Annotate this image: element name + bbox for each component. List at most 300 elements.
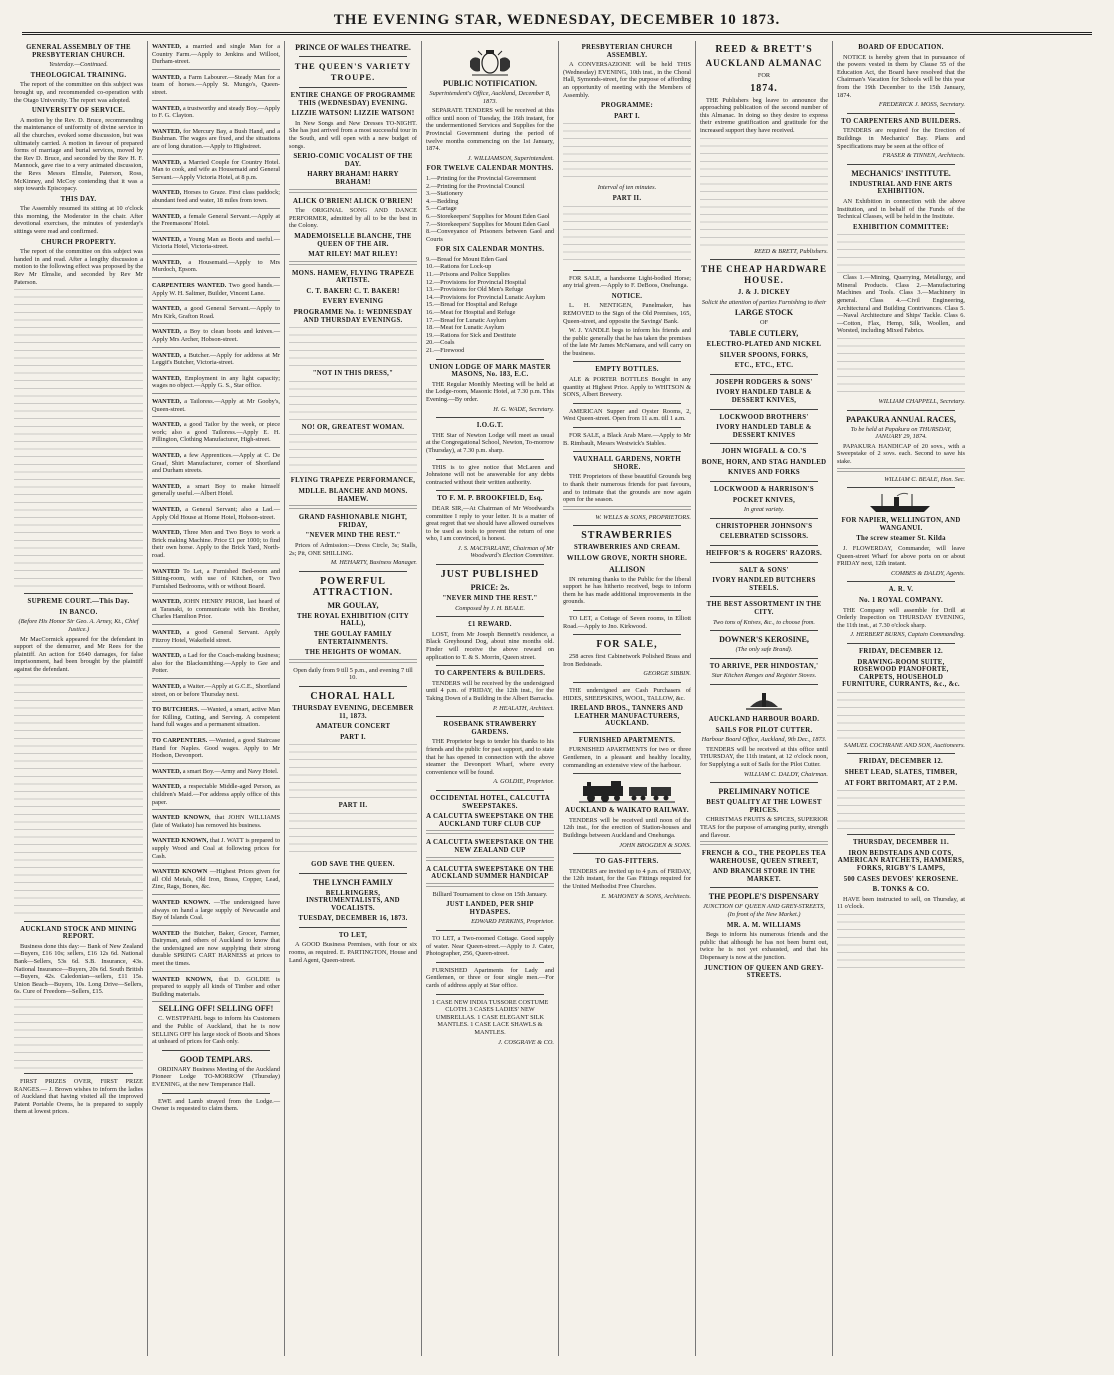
text-block bbox=[837, 234, 965, 274]
column-1 bbox=[10, 41, 147, 1356]
choral-title: CHORAL HALL bbox=[310, 690, 396, 702]
classified-ad bbox=[152, 234, 280, 255]
ad-text: Two good hands.—Apply W. H. Saltmer, Builder, Vincent Lane. bbox=[152, 282, 280, 297]
signature: WILLIAM CHAPPELL, Secretary. bbox=[878, 398, 965, 406]
text-block bbox=[14, 999, 143, 1069]
classified-ad bbox=[152, 280, 280, 301]
signature: FREDERICK J. MOSS, Secretary. bbox=[878, 101, 965, 109]
column-2 bbox=[147, 41, 284, 1356]
signature: P. HEALATH, Architect. bbox=[492, 704, 554, 712]
paragraph: THE undersigned are Cash Purchasers of HIDES, SHEEPSKINS, WOOL, TALLOW, &c. bbox=[563, 686, 691, 702]
signature: WILLIAM C. DALDY, Chairman. bbox=[743, 770, 828, 778]
subhead: ROSEBANK STRAWBERRY GARDENS. bbox=[443, 721, 537, 736]
subhead: MR GOULAY, bbox=[327, 600, 379, 610]
text-block bbox=[289, 813, 417, 858]
divider bbox=[710, 374, 818, 375]
subhead: IRELAND BROS., TANNERS AND LEATHER MANUFACTURERS, AUCKLAND. bbox=[570, 705, 684, 728]
signature: SAMUEL COCHRANE AND SON, Auctioneers. bbox=[843, 741, 965, 749]
sketch-title: NO! OR, GREATEST WOMAN. bbox=[301, 423, 405, 431]
subhead: THIS DAY. bbox=[60, 195, 97, 203]
subhead: STRAWBERRIES AND CREAM. bbox=[573, 544, 681, 552]
ad-lead: WANTED, bbox=[152, 328, 182, 336]
subhead: J. & J. DICKEY bbox=[737, 289, 791, 297]
ad-text: Employment in any light capacity; wages no object.—Apply G. S., Star office. bbox=[152, 374, 281, 390]
subhead: IVORY HANDLED TABLE & DESSERT KNIVES, bbox=[716, 389, 812, 404]
subhead: TO F. M. P. BROOKFIELD, Esq. bbox=[437, 495, 543, 503]
paragraph: ALE & PORTER BOTTLES Bought in any quantity at Highest Price. Apply to WHITSON & SONS, Albert Brewery. bbox=[563, 376, 691, 399]
ad-text: a good Tailor by the week, or piece work; also a good Tailoress.—Apply E. H. Pillington, Clothing Manufacturer, High-street. bbox=[152, 421, 280, 444]
paragraph: FIRST PRIZES OVER, FIRST PRIZE RANGES.— J. Brown wishes to inform the ladies of Auckland that having visited all the improved Patent Portable Ovens, he is prepared to supply them at lowest prices. bbox=[14, 1077, 143, 1116]
ad-text: a Married Couple for Country Hotel. Man to cook, and wife as Housemaid and General Servant.—Apply Victoria Hotel, at 8 p.m. bbox=[152, 158, 280, 181]
ad-text: —Highest Prices given for all Old Metals, Old Iron, Brass, Copper, Lead, Zinc, Rags, Bones, &c. bbox=[152, 868, 280, 891]
subhead: I.O.G.T. bbox=[476, 422, 504, 430]
subhead: THURSDAY EVENING, DECEMBER 11, 1873. bbox=[292, 704, 414, 720]
divider bbox=[847, 581, 955, 582]
column-6 bbox=[695, 41, 832, 1356]
subhead: THURSDAY, DECEMBER 11. bbox=[853, 839, 949, 847]
tender-item: 21.—Firewood bbox=[426, 347, 465, 354]
ad-text: that J. WATT is prepared to supply Wood and Coal at following prices for Cash. bbox=[152, 837, 280, 860]
subhead: £1 REWARD. bbox=[468, 621, 512, 629]
ad-lead: WANTED, bbox=[152, 683, 182, 691]
locomotive-icon bbox=[579, 778, 675, 804]
subhead: JUNCTION OF QUEEN AND GREY-STREETS, (In front of the New Market.) bbox=[702, 903, 826, 919]
ad-text: the Butcher, Baker, Grocer, Farmer, Dairyman, and others of Auckland to know that the undersigned are now supplying their strong durable SPRING CART HARNESS at prices to meet the times. bbox=[152, 929, 280, 968]
subhead: JUNCTION OF QUEEN AND GREY-STREETS. bbox=[704, 964, 824, 980]
subhead: THE PEOPLE'S DISPENSARY bbox=[708, 892, 820, 902]
divider bbox=[299, 927, 407, 928]
subhead: Superintendent's Office, Auckland, December 8, 1873. bbox=[429, 90, 551, 105]
divider bbox=[24, 1073, 133, 1074]
subhead: UNIVERSITY OF SERVICE. bbox=[31, 107, 126, 115]
paragraph: W. J. YANDLE begs to inform his friends and the public generally that he has taken the premises of the late Mr James McNamara, and will carry on the business. bbox=[563, 327, 691, 357]
ad-text: a General Servant; also a Lad.—Apply Old House at Home Hotel, Hobson-street. bbox=[152, 505, 280, 521]
subhead: AND BRANCH STORE IN THE MARKET. bbox=[712, 868, 816, 883]
ad-lead: TO BUTCHERS. bbox=[152, 706, 200, 714]
ad-text: a female General Servant.—Apply at the Freemasons' Hotel. bbox=[152, 212, 280, 228]
forsale-title: FOR SALE, bbox=[596, 639, 658, 651]
text-block bbox=[14, 289, 143, 589]
text-block bbox=[289, 327, 417, 367]
divider bbox=[710, 887, 818, 888]
ad-lead: WANTED, bbox=[152, 258, 182, 266]
performer: C. T. BAKER! C. T. BAKER! bbox=[306, 287, 400, 295]
ad-lead: WANTED, bbox=[152, 629, 182, 637]
divider bbox=[573, 732, 681, 733]
subhead: BONE, HORN, AND STAG HANDLED bbox=[701, 458, 827, 466]
tender-item: 2.—Printing for the Provincial Council bbox=[426, 182, 525, 190]
ad-lead: WANTED, bbox=[152, 351, 182, 359]
subhead: DRAWING-ROOM SUITE, ROSEWOOD PIANOFORTE, CARPETS, HOUSEHOLD FURNITURE, CURRANTS, &c., &c. bbox=[842, 658, 960, 689]
ad-lead: WANTED bbox=[152, 567, 180, 575]
subhead: ETC., ETC., ETC. bbox=[734, 362, 794, 370]
paragraph: L. H. NENTIGEN, Panelmaker, has REMOVED to the Sign of the Old Premises, 165, Queen-street, and opposite the Savings' Bank. bbox=[563, 302, 691, 325]
classified-ad bbox=[152, 812, 280, 833]
text-block bbox=[426, 857, 554, 863]
paragraph: A CONVERSAZIONE will be held THIS (Wednesday) EVENING, 10th inst., in the Choral Hall, Symonds-street, for the purpose of affording an opportunity of meeting with the Members of Assembly. bbox=[563, 61, 691, 99]
divider bbox=[573, 773, 681, 774]
subhead: BOARD OF EDUCATION. bbox=[858, 44, 944, 51]
subhead: AUCKLAND HARBOUR BOARD. bbox=[708, 715, 820, 723]
text-block bbox=[289, 505, 417, 511]
subhead: Yesterday.—Continued. bbox=[49, 61, 108, 69]
paragraph: FOR SALE, a Black Arab Mare.—Apply to Mr B. Rimbault, Messrs Westwick's Stables. bbox=[563, 432, 691, 447]
subhead: THE GOULAY FAMILY ENTERTAINMENTS. bbox=[313, 630, 393, 646]
subhead: TO CARPENTERS AND BUILDERS. bbox=[841, 117, 961, 125]
divider bbox=[710, 545, 818, 546]
ad-text: a few Apprentices.—Apply at C. De Graaf, Shirt Manufacturer, corner of Shortland and Durham streets. bbox=[152, 451, 280, 475]
divider bbox=[436, 564, 544, 565]
notification-title: PUBLIC NOTIFICATION. bbox=[442, 79, 538, 88]
classified-ad bbox=[152, 396, 280, 417]
paragraph: ORDINARY Business Meeting of the Auckland Pioneer Lodge TO-MORROW (Thursday) EVENING, at the new Temperance Hall. bbox=[152, 1065, 280, 1088]
subhead: SHEET LEAD, SLATES, TIMBER, bbox=[844, 769, 958, 777]
subhead: A CALCUTTA SWEEPSTAKE ON THE AUCKLAND SUMMER HANDICAP bbox=[426, 865, 554, 881]
paragraph: Class 1.—Mining, Quarrying, Metallurgy, and Mineral Products. Class 2.—Manufacturing Machines and Tools. Class 3.—Machinery in general. Class 4.—Civil Engineering, Architectural and Building Contrivances. Class 5.—Naval Architecture and Ships' Tackle. Class 6.—Cotton, Flax, Hemp, Silk, Woollen, and Worsted, including Mixed Fabrics. bbox=[837, 274, 965, 335]
subhead: (The only safe Brand). bbox=[735, 646, 793, 654]
subhead: Star Kitchen Ranges and Register Stoves. bbox=[711, 672, 817, 680]
ad-lead: WANTED, bbox=[152, 783, 182, 791]
classified-ad bbox=[152, 350, 280, 371]
divider bbox=[436, 417, 544, 418]
subhead: BELLRINGERS, INSTRUMENTALISTS, AND VOCALISTS. bbox=[306, 889, 400, 912]
subhead: THEOLOGICAL TRAINING. bbox=[30, 71, 127, 79]
divider bbox=[847, 834, 955, 835]
ad-text: a Farm Labourer.—Steady Man for a team of horses.—Apply St. Mungo's, Queen-street. bbox=[152, 73, 281, 96]
divider bbox=[573, 853, 681, 854]
divider bbox=[436, 459, 544, 460]
subhead: TO LET, bbox=[338, 931, 368, 939]
divider bbox=[299, 686, 407, 687]
royal-crest-icon bbox=[464, 47, 516, 77]
masthead: THE EVENING STAR, WEDNESDAY, DECEMBER 10 1873. bbox=[22, 12, 1092, 35]
subhead: THE BEST ASSORTMENT IN THE CITY. bbox=[706, 601, 822, 616]
subhead: MECHANICS' INSTITUTE. bbox=[851, 168, 951, 178]
divider bbox=[847, 643, 955, 644]
paragraph: DEAR SIR,—At Chairman of Mr Woodward's committee I reply to your letter. It is a matter of great regret that we should have allowed ourselves to be used as tools to prevent the return of one who, I am convinced, is honest. bbox=[426, 504, 554, 543]
paragraph: Billiard Tournament to close on 15th January. bbox=[432, 890, 548, 898]
paragraph: TO LET, a Two-roomed Cottage. Good supply of water. Near Queen-street.—Apply to J. Cater, Photographer, 256, Queen-street. bbox=[426, 935, 554, 958]
classified-ad bbox=[152, 781, 280, 810]
paragraph: TENDERS are required for the Erection of Buildings in Mechanics' Bay. Plans and Specifications may be seen at the office of bbox=[837, 127, 965, 150]
ad-text: a smart Boy to make himself generally useful.—Albert Hotel. bbox=[152, 482, 281, 498]
text-block bbox=[700, 841, 828, 847]
signature: W. WELLS & SONS, PROPRIETORS. bbox=[595, 513, 691, 521]
subhead: GRAND FASHIONABLE NIGHT, FRIDAY, bbox=[298, 514, 408, 529]
subhead: ALLISON bbox=[608, 564, 645, 574]
divider bbox=[162, 1093, 270, 1094]
divider bbox=[710, 596, 818, 597]
signature: FRASER & TINNEN, Architects. bbox=[882, 152, 965, 160]
powerful-title: POWERFUL ATTRACTION. bbox=[312, 575, 394, 598]
ad-lead: WANTED, bbox=[152, 104, 182, 112]
programme-change: ENTIRE CHANGE OF PROGRAMME THIS (WEDNESDAY) EVENING. bbox=[290, 92, 416, 107]
tender-item: 10.—Rations for Lock-up bbox=[426, 263, 492, 271]
ad-text: a Butcher.—Apply for address at Mr Leggit's Butcher, Victoria-street. bbox=[152, 351, 280, 367]
paragraph: HAVE been instructed to sell, on Thursday, at 11 o'clock. bbox=[837, 895, 965, 911]
column-7 bbox=[832, 41, 969, 1356]
assembly-heading: GENERAL ASSEMBLY OF THE PRESBYTERIAN CHURCH. bbox=[26, 44, 131, 59]
column-4 bbox=[421, 41, 558, 1356]
text-block bbox=[289, 261, 417, 267]
signature: REED & BRETT, Publishers. bbox=[754, 247, 828, 255]
ad-text: a Waiter.—Apply at G.C.E., Shortland street, on or before Thursday next. bbox=[152, 683, 280, 698]
subhead: AT FORT BRITOMART, AT 2 P.M. bbox=[844, 779, 958, 787]
text-block bbox=[700, 138, 828, 248]
classified-ad bbox=[152, 704, 280, 733]
paragraph: Business done this day:— Bank of New Zealand—Buyers, £16 10s; sellers, £16 12s 6d. National Bank—Sellers, 53s 6d. S.B. Insurance, 43s. National Insurance—Buyers, 20s 6d. South British—Buyers, 42s. Caledonian—sellers, £11 15s. Union Beach—Buyers, 10s. Long Drive—Sellers, 6s. Cure of Freedom—Sellers, £15. bbox=[14, 942, 143, 996]
classified-ad bbox=[152, 373, 280, 394]
paragraph: TENDERS will be received by the undersigned until 4 p.m. of FRIDAY, the 12th inst., for the Taking Down of a Building in the Albert Barracks. bbox=[426, 679, 554, 702]
signature: H. G. WADE, Secretary. bbox=[493, 405, 554, 413]
subhead: B. TONKS & CO. bbox=[872, 886, 930, 894]
paragraph: Mr MacCormick appeared for the defendant in support of the demurrer, and Mr Rees for the plaintiff. An action for £640 damages, for false imprisonment, had been brought by the plaintiff against the defendant. bbox=[14, 635, 143, 673]
divider bbox=[847, 410, 955, 411]
ad-lead: CARPENTERS WANTED. bbox=[152, 282, 227, 290]
subhead: KNIVES AND FORKS bbox=[727, 469, 801, 477]
paragraph: THE Proprietor begs to tender his thanks to his friends and the public for past support, and to state that he has opened in connection with the above steamer the Devonport Wharf, where every convenience will be found. bbox=[426, 738, 554, 776]
subhead: FOR NAPIER, WELLINGTON, AND WANGANUI. bbox=[841, 517, 961, 532]
ad-text: To Let, a Furnished Bed-room and Sitting-room, with use of Kitchen, or Two Furnished Bedrooms, with or without Board. bbox=[152, 567, 281, 590]
signature: EDWARD PERKINS, Proprietor. bbox=[471, 918, 554, 926]
text-block bbox=[289, 189, 417, 195]
ad-text: a Tailoress.—Apply at Mr Gooby's, Queen-street. bbox=[152, 398, 280, 413]
divider bbox=[710, 658, 818, 659]
subhead: OF bbox=[759, 319, 769, 327]
subhead: PRELIMINARY NOTICE bbox=[718, 787, 810, 797]
steamer-icon bbox=[866, 492, 936, 514]
selling-heading: SELLING OFF! SELLING OFF! bbox=[158, 1004, 274, 1014]
just-published: JUST PUBLISHED bbox=[440, 569, 540, 581]
subhead: In great variety. bbox=[743, 506, 785, 514]
ad-text: a Boy to clean boots and knives.—Apply Mrs Archer, Hobson-street. bbox=[152, 328, 281, 344]
divider bbox=[710, 684, 818, 685]
classified-ad bbox=[152, 41, 280, 70]
ad-text: a smart Boy.—Army and Navy Hotel. bbox=[182, 767, 279, 775]
paragraph: Begs to inform his numerous friends and the public that although he has not been burnt out, twice he is not yet exhausted, and that his Dispensary is now at the junction. bbox=[700, 931, 828, 962]
subhead: LOCKWOOD & HARRISON'S bbox=[714, 486, 814, 494]
signature: JOHN BROGDEN & SONS. bbox=[619, 841, 691, 849]
classified-ad bbox=[152, 627, 280, 648]
paragraph: 258 acres first Cabinetwork Polished Brass and Iron Bedsteads. bbox=[563, 653, 691, 668]
paragraph: IN returning thanks to the Public for the liberal support he has hitherto received, begs to inform them he has made additional improvements in the grounds. bbox=[563, 575, 691, 606]
subhead: IVORY HANDLED TABLE & DESSERT KNIVES bbox=[716, 424, 812, 439]
ad-lead: WANTED KNOWN, bbox=[152, 814, 211, 822]
paragraph: Prices of Admission:—Dress Circle, 3s; Stalls, 2s; Pit, ONE SHILLING. bbox=[289, 542, 417, 557]
ad-lead: WANTED, bbox=[152, 158, 182, 166]
ad-lead: WANTED, bbox=[152, 505, 182, 513]
tender-item: 13.—Provisions for Old Men's Refuge bbox=[426, 286, 524, 294]
subhead: "NEVER MIND THE REST." bbox=[442, 595, 538, 603]
subhead: FRIDAY, DECEMBER 12. bbox=[858, 758, 944, 766]
subhead: THE HEIGHTS OF WOMAN. bbox=[304, 649, 402, 657]
text-block bbox=[837, 468, 965, 474]
tender-list bbox=[426, 256, 554, 355]
paragraph: FURNISHED Apartments for Lady and Gentlemen, or three or four single men.—For cards of address apply at Star office. bbox=[426, 966, 554, 990]
subhead: LOCKWOOD BROTHERS' bbox=[719, 413, 809, 421]
subhead: Solicit the attention of parties Furnishing to their bbox=[701, 298, 827, 306]
subhead: "NEVER MIND THE REST." bbox=[305, 532, 401, 540]
signature: J. COSGRAVE & CO. bbox=[498, 1038, 554, 1046]
subhead: CELEBRATED SCISSORS. bbox=[719, 533, 809, 541]
hardware-title: THE CHEAP HARDWARE HOUSE. bbox=[700, 264, 827, 286]
tender-item: 19.—Rations for Sick and Destitute bbox=[426, 331, 517, 339]
text-block bbox=[289, 659, 417, 665]
paragraph: THE Company will assemble for Drill at Orderly Inspection on THURSDAY EVENING, the 11th inst., at 7.30 o'clock sharp. bbox=[837, 606, 965, 629]
divider bbox=[299, 571, 407, 572]
ad-lead: WANTED KNOWN, bbox=[152, 837, 209, 845]
divider bbox=[847, 487, 955, 488]
subhead: TO ARRIVE, PER HINDOSTAN,' bbox=[709, 662, 819, 670]
paragraph: EWE and Lamb strayed from the Lodge.—Owner is requested to claim them. bbox=[152, 1097, 280, 1113]
ad-lead: WANTED KNOWN bbox=[152, 868, 208, 876]
classified-ad bbox=[152, 257, 280, 278]
classified-ad bbox=[152, 650, 280, 679]
wanted-ads bbox=[152, 41, 280, 1002]
ad-text: Three Men and Two Boys to work a Brick making Machine. Price £1 per 1000; to find their own horse. Apply to the Brick Yard, North-road. bbox=[152, 529, 280, 559]
text-block bbox=[289, 434, 417, 474]
text-block bbox=[426, 830, 554, 836]
paragraph: THE Proprietors of these beautiful Grounds beg to thank their numerous friends for past favours, and to intimate that the grounds are now again open for the season. bbox=[563, 473, 691, 504]
signature: E. MAHONEY & SONS, Architects. bbox=[601, 892, 691, 900]
signature: J. HERBERT BURNS, Captain Commanding. bbox=[850, 631, 965, 639]
almanac-year: 1874. bbox=[750, 82, 778, 94]
paragraph: J. FLOWERDAY, Commander, will leave Queen-street Wharf for above ports on or about FRIDAY next, 12th instant. bbox=[837, 544, 965, 568]
classified-ad bbox=[152, 481, 280, 502]
subhead: IRON BEDSTEADS AND COTS, AMERICAN RATCHETS, HAMMERS, FORKS, RIGBY'S LAMPS, bbox=[837, 849, 965, 873]
subhead: MDLLE. BLANCHE AND MONS. HAMEW. bbox=[298, 488, 408, 503]
ad-text: that JOHN WILLIAMS (late of Waikato) has removed his business. bbox=[152, 814, 280, 829]
paragraph: SEPARATE TENDERS will be received at this office until noon of Tuesday, the 16th instant, for the undermentioned Services and Supplies for the Provincial Government during the period of twelve months commencing on the 1st January, 1874. bbox=[426, 107, 554, 153]
paragraph: The report of the committee on this subject was handed in and read. After a lengthy discussion a motion to the following effect was proposed by the Rev Mr Elmslie, and seconded by Rev Mr Paterson. bbox=[14, 248, 143, 286]
classified-ad bbox=[152, 974, 280, 1003]
tender-item: 16.—Meat for Hospital and Refuge bbox=[426, 309, 516, 317]
strawberries-title: STRAWBERRIES bbox=[581, 530, 673, 542]
divider bbox=[710, 782, 818, 783]
ad-lead: TO CARPENTERS. bbox=[152, 737, 208, 744]
subhead: 500 CASES DEVOES' KEROSENE. bbox=[843, 875, 959, 883]
classified-ad bbox=[152, 681, 280, 702]
classified-ad bbox=[152, 72, 280, 101]
classified-ad bbox=[152, 928, 280, 972]
text-block bbox=[563, 123, 691, 183]
tender-item: 1.—Printing for the Provincial Government bbox=[426, 174, 537, 182]
subhead: PART II. bbox=[612, 194, 642, 202]
classified-ad bbox=[152, 450, 280, 479]
subhead: SERIO-COMIC VOCALIST OF THE DAY. bbox=[293, 153, 413, 168]
troupe-title: THE QUEEN'S VARIETY TROUPE. bbox=[294, 61, 412, 82]
ad-lead: WANTED, bbox=[152, 398, 182, 405]
paragraph: FOR SALE, a handsome Light-bodied Horse; any trial given.—Apply to F. DeBoos, Onehunga. bbox=[563, 274, 691, 290]
subhead: FURNISHED APARTMENTS. bbox=[578, 736, 676, 744]
divider bbox=[710, 630, 818, 631]
subhead: INDUSTRIAL AND FINE ARTS EXHIBITION. bbox=[849, 180, 953, 196]
tender-list bbox=[426, 175, 554, 243]
paragraph: NOTICE is hereby given that in pursuance of the powers vested in them by Clause 55 of the Education Act, the Board have resolved that the Chairman's Vacation for Schools will be this year from the 19th December to the 15th January, 1874. bbox=[837, 53, 965, 99]
subhead: JOSEPH RODGERS & SONS' bbox=[715, 378, 813, 386]
subhead: TABLE CUTLERY, bbox=[729, 328, 799, 338]
text-block bbox=[837, 338, 965, 398]
divider bbox=[299, 56, 407, 57]
subhead: PROGRAMME No. 1: WEDNESDAY AND THURSDAY EVENINGS. bbox=[293, 309, 413, 324]
subhead: ELECTRO-PLATED AND NICKEL bbox=[706, 340, 822, 348]
subhead: The screw steamer St. Kilda bbox=[856, 535, 946, 543]
classified-ad bbox=[152, 897, 280, 926]
divider bbox=[573, 682, 681, 683]
divider bbox=[710, 562, 818, 563]
classified-ad bbox=[152, 303, 280, 324]
subhead: TUESDAY, DECEMBER 16, 1873. bbox=[298, 915, 408, 923]
subhead: FRENCH & CO., THE PEOPLES TEA WAREHOUSE, QUEEN STREET, bbox=[701, 850, 827, 865]
subhead: Two tons of Knives, &c., to choose from. bbox=[713, 618, 815, 626]
tender-item: 3.—Stationery bbox=[426, 190, 463, 198]
signature: J. WILLIAMSON, Superintendent. bbox=[467, 154, 554, 162]
lodge-heading: UNION LODGE OF MARK MASTER MASONS, No. 183, E.C. bbox=[429, 363, 551, 379]
performer: MONS. HAMEW, FLYING TRAPEZE ARTISTE. bbox=[291, 269, 415, 285]
paragraph: Open daily from 9 till 5 p.m., and evening 7 till 10. bbox=[293, 666, 413, 682]
columns bbox=[10, 41, 1104, 1356]
paragraph: TENDERS will be received at this office until THURSDAY, the 11th instant, at 12 o'clock noon, for Supplying a suit of Sails for the Pilot Cutter. bbox=[700, 745, 828, 768]
ad-lead: WANTED, bbox=[152, 305, 182, 313]
tender-item: 9.—Bread for Mount Eden Gaol bbox=[426, 255, 508, 263]
almanac-brand: REED & BRETT'S bbox=[715, 44, 813, 55]
classified-ad bbox=[152, 211, 280, 232]
subhead: FOR SIX CALENDAR MONTHS. bbox=[435, 246, 545, 254]
classified-ad bbox=[152, 126, 280, 155]
text-block bbox=[837, 790, 965, 830]
divider bbox=[436, 716, 544, 717]
text-block bbox=[837, 914, 965, 974]
performer: HARRY BRAHAM! HARRY BRAHAM! bbox=[307, 171, 399, 186]
divider bbox=[299, 873, 407, 874]
tender-item: 18.—Meat for Lunatic Asylum bbox=[426, 324, 504, 332]
classified-ad bbox=[152, 326, 280, 347]
subhead: IVORY HANDLED BUTCHERS STEELS. bbox=[712, 577, 816, 592]
divider bbox=[436, 490, 544, 491]
subhead: Interval of ten minutes. bbox=[597, 184, 657, 192]
divider bbox=[436, 359, 544, 360]
subhead: PART I. bbox=[614, 112, 640, 120]
subhead: EXHIBITION COMMITTEE: bbox=[853, 223, 949, 231]
signature: M. HEHARTY, Business Manager. bbox=[330, 559, 417, 567]
ad-text: a respectable Middle-aged Person, as children's Maid.—For address apply office of this paper. bbox=[152, 783, 280, 806]
subhead: No. 1 ROYAL COMPANY. bbox=[858, 596, 944, 604]
subhead: AMATEUR CONCERT bbox=[315, 723, 391, 731]
paragraph: THIS is to give notice that McLaren and Johnstone will not be answerable for any debts contracted without their written authority. bbox=[426, 463, 554, 486]
ad-text: that D. GOLDIE is prepared to supply all kinds of Timber and other Building materials. bbox=[152, 975, 280, 998]
subhead: TO CARPENTERS & BUILDERS. bbox=[434, 670, 546, 678]
paragraph: FURNISHED APARTMENTS for two or three Gentlemen, in a pleasant and healthy locality, commanding an extensive view of the harbour. bbox=[563, 746, 691, 769]
ad-text: —Wanted, a good Staircase Hand for Naples. Good wages. Apply to Mr Hodson, Devonport. bbox=[152, 737, 280, 760]
text-block bbox=[289, 381, 417, 421]
subhead: BEST QUALITY AT THE LOWEST PRICES. bbox=[706, 799, 822, 814]
subhead: POCKET KNIVES, bbox=[732, 496, 796, 504]
harbour-crest-icon bbox=[744, 691, 784, 713]
ad-lead: WANTED, bbox=[152, 43, 182, 50]
ad-lead: WANTED, bbox=[152, 189, 182, 197]
subhead: OCCIDENTAL HOTEL, CALCUTTA SWEEPSTAKES. bbox=[430, 794, 550, 810]
divider bbox=[436, 665, 544, 666]
divider bbox=[710, 259, 818, 260]
paragraph: PAPAKURA HANDICAP of 20 sovs., with a Sweepstake of 2 sovs. each. Second to save his stake. bbox=[837, 442, 965, 465]
court-heading: SUPREME COURT.—This Day. bbox=[27, 598, 130, 606]
ad-text: —The undersigned have always on hand a large supply of Newcastle and Bay of Islands Coal. bbox=[152, 898, 281, 922]
subhead: SAILS FOR PILOT CUTTER. bbox=[715, 726, 813, 734]
divider bbox=[847, 113, 955, 114]
subhead: VAUXHALL GARDENS, NORTH SHORE. bbox=[573, 456, 681, 471]
subhead: PAPAKURA ANNUAL RACES, bbox=[846, 414, 956, 424]
text-block bbox=[289, 744, 417, 799]
